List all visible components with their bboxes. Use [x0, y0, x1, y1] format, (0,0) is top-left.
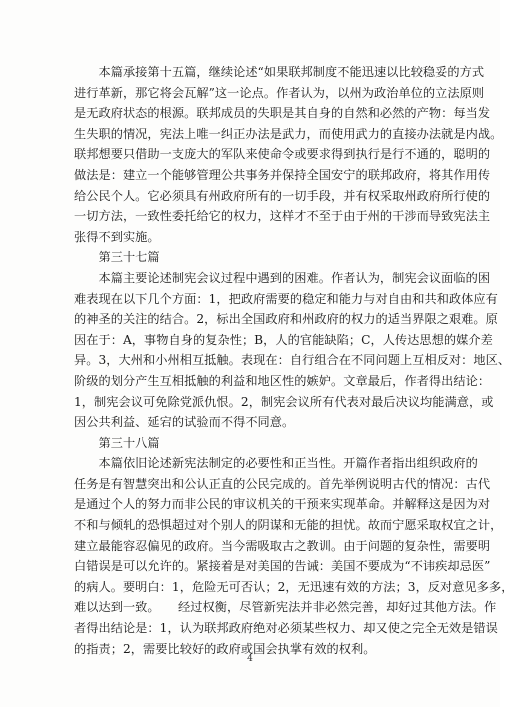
- text-line: 本篇主要论述制宪会议过程中遇到的困难。作者认为，制宪会议面临的困: [74, 270, 491, 285]
- text-line: 的指责；2，需要比较好的政府或国会执掌有效的权利。: [74, 641, 376, 656]
- text-line: 做法是：建立一个能够管理公共事务并保持全国安宁的联邦政府，将其作用传: [74, 167, 491, 182]
- section-heading: 第三十八篇: [74, 435, 160, 450]
- text-line: 进行革新，那它将会瓦解”这一论点。作者认为，以州为政治单位的立法原则: [74, 85, 485, 100]
- page-content: [74, 62, 514, 659]
- section-federalist-38: [74, 433, 514, 660]
- text-line: 因公共利益、延宕的试验而不得不同意。: [74, 415, 295, 430]
- section-federalist-37: [74, 247, 511, 432]
- text-line: 不和与倾轧的恐惧超过对个别人的阴谋和无能的担忧。故而宁愿采取权宜之计，: [74, 518, 503, 533]
- text-line: 是无政府状态的根源。联邦成员的失职是其自身的自然和必然的产物：每当发: [74, 106, 491, 121]
- text-line: 给公民个人。它必须具有州政府所有的一切手段，并有权采取州政府所行使的: [74, 188, 491, 203]
- text-line: 是通过个人的努力而非公民的审议机关的干预来实现革命。并解释这是因为对: [74, 497, 491, 512]
- text-line: 者得出结论是：1，认为联邦政府绝对必须某些权力、却又使之完全无效是错误: [74, 621, 498, 636]
- text-line: 1，制宪会议可免除党派仇恨。2，制宪会议所有代表对最后决议均能满意，或: [74, 394, 494, 409]
- text-line: 白错误是可以允许的。紧接着是对美国的告诫：美国不要成为“不讳疾却忌医”: [74, 559, 491, 574]
- text-line: 本篇依旧论述新宪法制定的必要性和正当性。开篇作者指出组织政府的: [74, 456, 478, 471]
- text-line: 生失职的情况，宪法上唯一纠正办法是武力，而使用武力的直接办法就是内战。: [74, 126, 503, 141]
- text-line: 难以达到一致。 经过权衡，尽管新宪法并非必然完善，却好过其他方法。作: [74, 600, 497, 615]
- text-line: 的神圣的关注的结合。2，标出全国政府和州政府的权力的适当界限之艰难。原: [74, 312, 498, 327]
- text-line: 任务是有智慧突出和公认正直的公民完成的。首先举例说明古代的情况：古代: [74, 476, 491, 491]
- text-line: 一切方法，一致性委托给它的权力，这样才不至于由于州的干涉而导致宪法主: [74, 209, 491, 224]
- section-heading: 第三十七篇: [74, 250, 160, 265]
- text-line: 联邦想要只借助一支庞大的军队来使命令或要求得到执行是行不通的，聪明的: [74, 147, 491, 162]
- text-line: 建立最能容忍偏见的政府。当今需吸取古之教训。由于问题的复杂性，需要明: [74, 538, 491, 553]
- page-number: 4: [247, 654, 253, 664]
- section-federalist-15-continued: [74, 62, 503, 247]
- text-line: 的病人。要明白：1，危险无可否认；2，无迅速有效的方法；3，反对意见多多，: [74, 579, 514, 594]
- text-line: 难表现在以下几个方面：1，把政府需要的稳定和能力与对自由和共和政体应有: [74, 291, 498, 306]
- text-line: 因在于：A，事物自身的复杂性；B，人的官能缺陷；C，人传达思想的媒介差: [74, 332, 493, 347]
- text-line: 阶级的划分产生互相抵触的利益和地区性的嫉妒。文章最后，作者得出结论：: [74, 373, 491, 388]
- text-line: 张得不到实施。: [74, 229, 160, 244]
- text-line: 异。3，大州和小州相互抵触。表现在：自行组合在不同问题上互相反对：地区、: [74, 353, 511, 368]
- text-line: 本篇承接第十五篇，继续论述“如果联邦制度不能迅速以比较稳妥的方式: [74, 65, 485, 79]
